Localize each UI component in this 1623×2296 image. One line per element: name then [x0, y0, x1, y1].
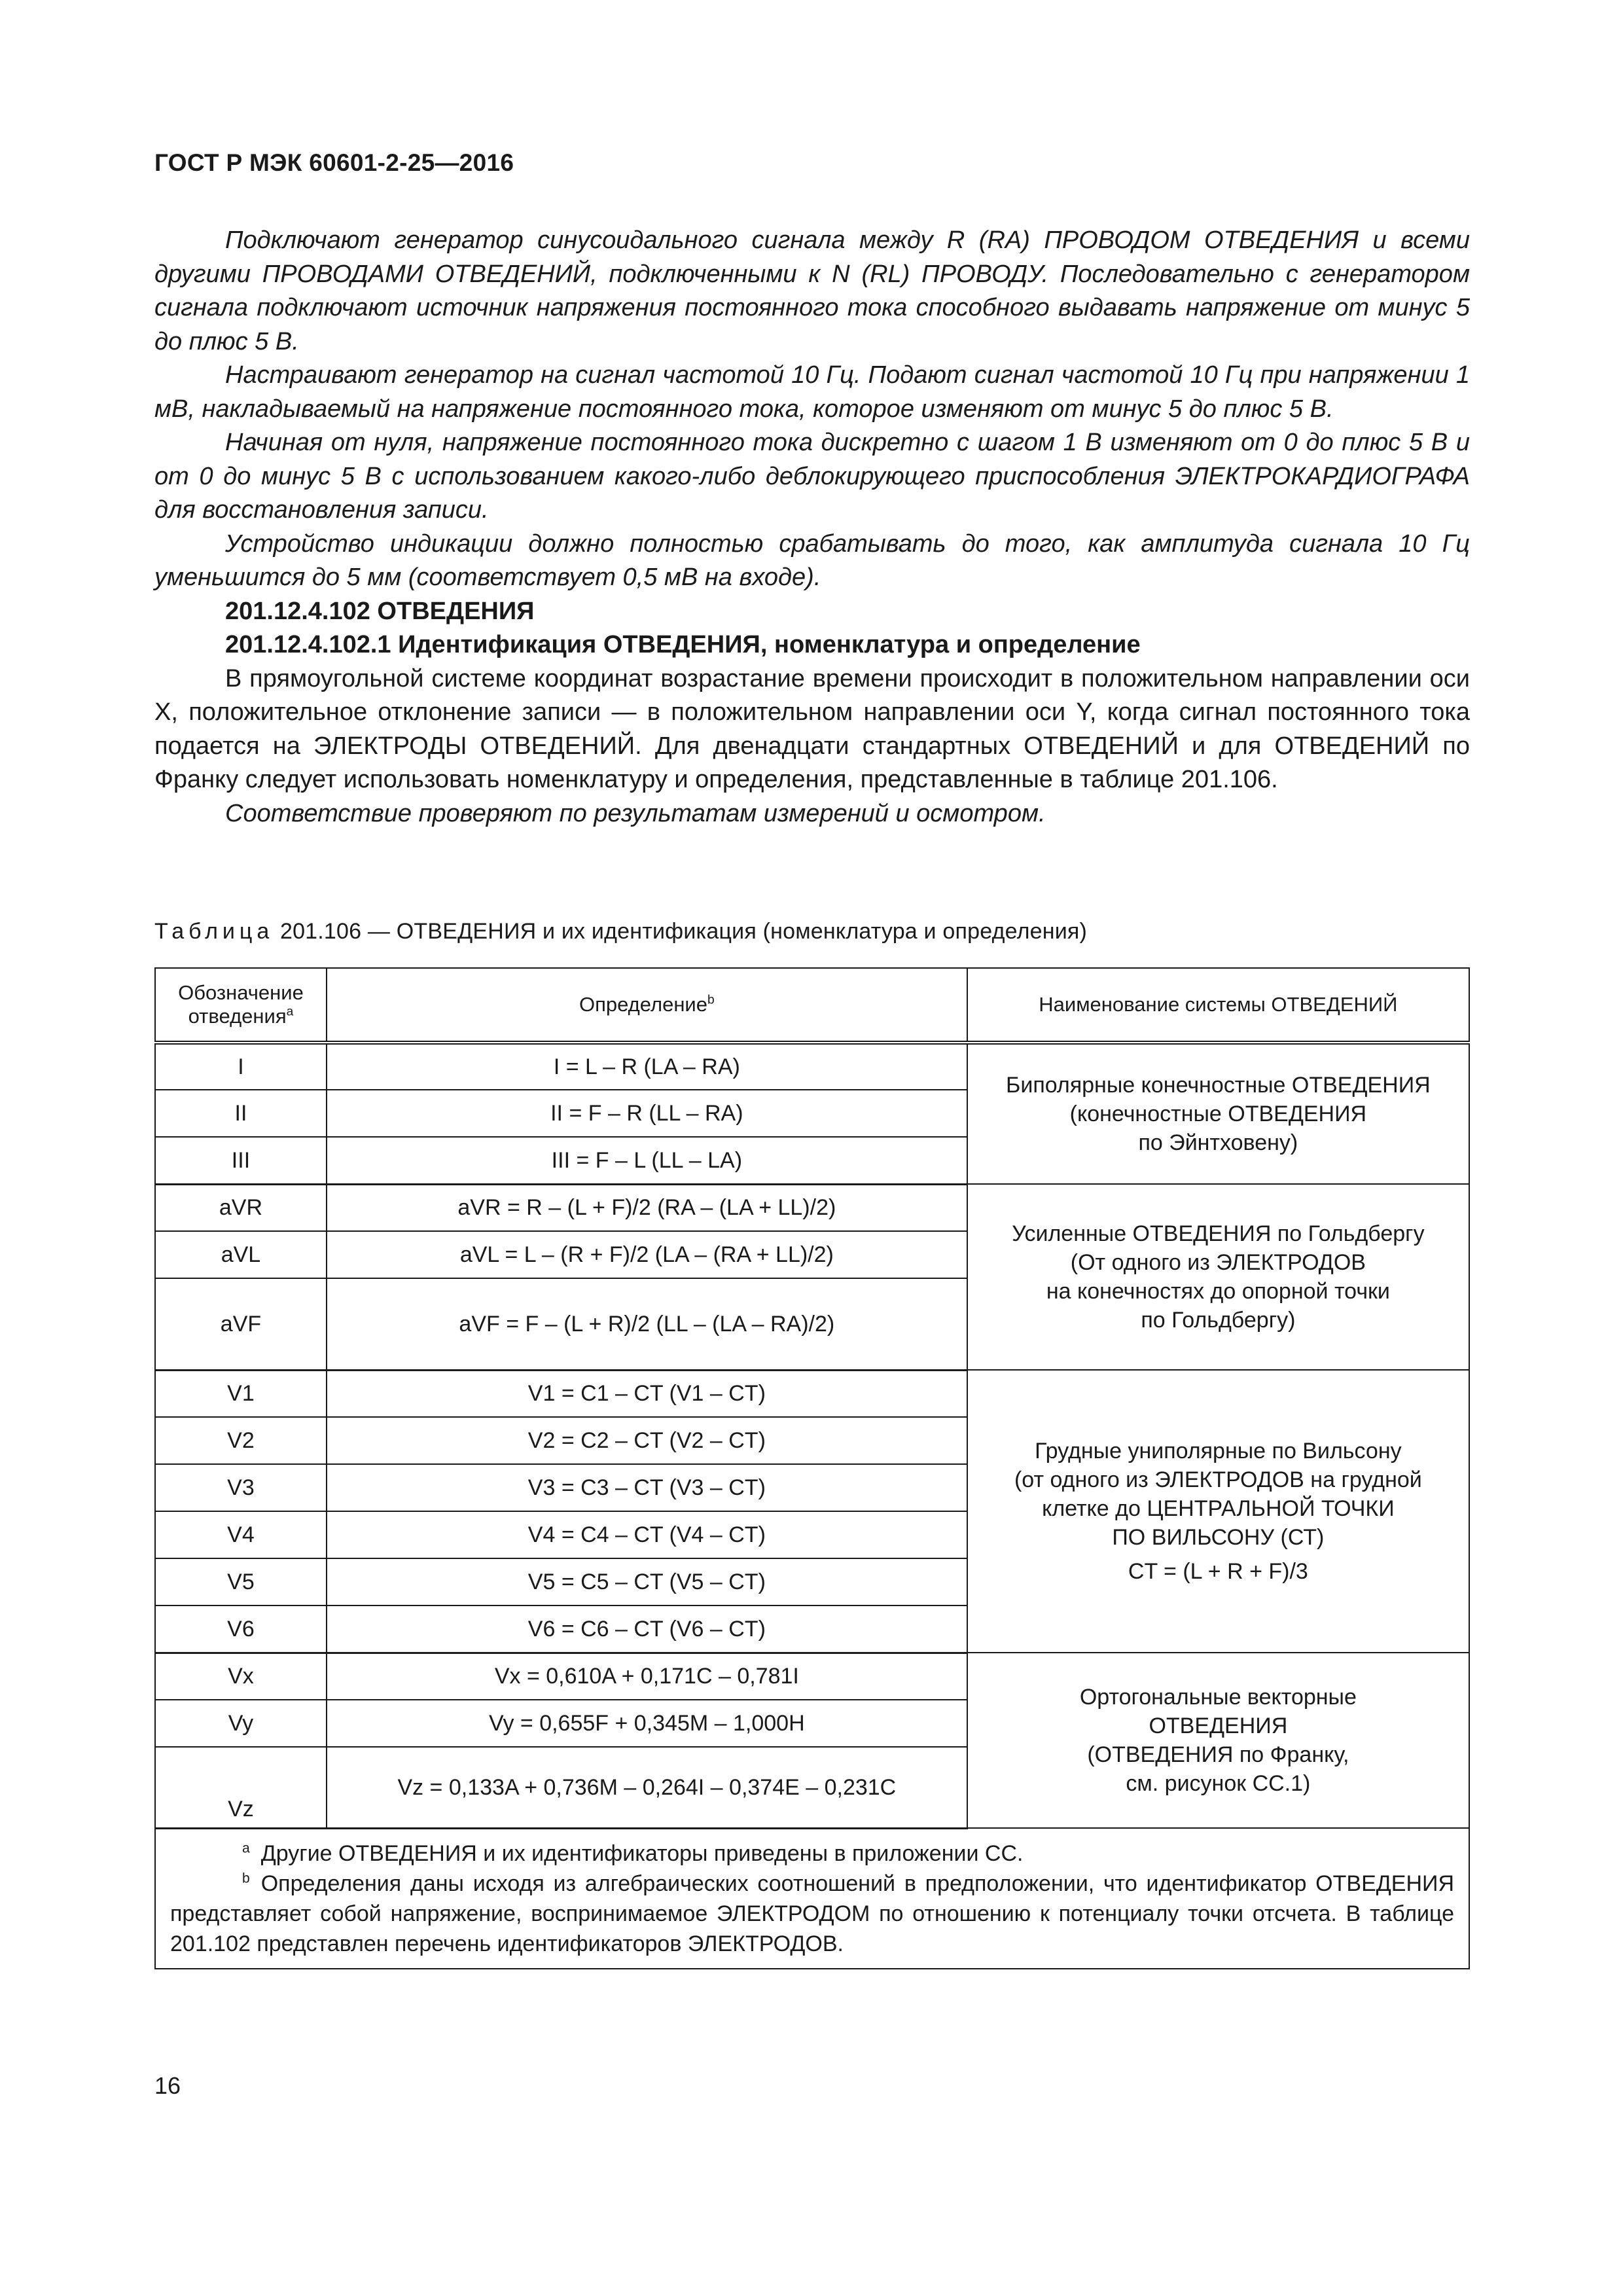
table-row — [155, 1370, 1469, 1417]
paragraph: Соответствие проверяют по результатам измерений и осмотром. — [225, 799, 1046, 827]
system-name-line: по Эйнтховену) — [1138, 1130, 1298, 1155]
document-header: ГОСТ Р МЭК 60601-2-25—2016 — [154, 149, 514, 176]
lead-system-name — [967, 1370, 1469, 1653]
lead-designation: I — [155, 1043, 327, 1090]
lead-definition: aVL = L – (R + F)/2 (LA – (RA + LL)/2) — [327, 1231, 967, 1278]
system-name-line: CT = (L + R + F)/3 — [1128, 1559, 1308, 1584]
lead-designation: aVL — [155, 1231, 327, 1278]
lead-definition: II = F – R (LL – RA) — [327, 1090, 967, 1137]
section-heading: 201.12.4.102.1 Идентификация ОТВЕДЕНИЯ, номенклатура и определение — [225, 631, 1141, 658]
lead-designation: V2 — [155, 1417, 327, 1464]
lead-definition: V2 = C2 – CT (V2 – CT) — [327, 1417, 967, 1464]
system-name-line: по Гольдбергу) — [1141, 1308, 1296, 1333]
footnote-text: Определения даны исходя из алгебраических соотношений в предположении, что идентификатор ОТВЕДЕНИЯ представляет собой напряжение, воспринимаемое ЭЛЕКТРОДОМ по отношению к потенциалу точки отсчета. В таблице 201.102 представлен перечень идентификаторов ЭЛЕКТРОДОВ. — [170, 1871, 1454, 1956]
system-name-line: см. рисунок СС.1) — [1126, 1771, 1311, 1796]
table-body — [155, 1043, 1469, 1828]
footnote-mark: b — [242, 1871, 250, 1886]
table-row — [155, 1653, 1469, 1700]
lead-designation: V3 — [155, 1464, 327, 1511]
table-header-row — [155, 968, 1469, 1043]
lead-designation: V6 — [155, 1605, 327, 1653]
lead-designation: Vz — [155, 1747, 327, 1828]
system-name-line: Грудные униполярные по Вильсону — [1035, 1439, 1402, 1463]
lead-system-name — [967, 1184, 1469, 1370]
system-name-line: (От одного из ЭЛЕКТРОДОВ — [1070, 1250, 1366, 1275]
lead-designation: Vy — [155, 1700, 327, 1747]
paragraph: Устройство индикации должно полностью срабатывать до того, как амплитуда сигнала 10 Гц уменьшится до 5 мм (соответствует 0,5 мВ на входе). — [154, 529, 1470, 591]
table-footnote — [242, 1839, 1454, 1869]
lead-definition: V5 = C5 – CT (V5 – CT) — [327, 1558, 967, 1605]
leads-table — [154, 967, 1470, 1969]
lead-definition: I = L – R (LA – RA) — [327, 1043, 967, 1090]
paragraph: Начиная от нуля, напряжение постоянного тока дискретно с шагом 1 В изменяют от 0 до плюс 5 В и от 0 до минус 5 В с использованием какого-либо деблокирующего приспособления ЭЛЕКТРОКАРДИОГРАФА для восстановления записи. — [154, 429, 1470, 524]
lead-definition: III = F – L (LL – LA) — [327, 1137, 967, 1184]
paragraph: Подключают генератор синусоидального сигнала между R (RA) ПРОВОДОМ ОТВЕДЕНИЯ и всеми другими ПРОВОДАМИ ОТВЕДЕНИЙ, подключенными к N (RL) ПРОВОДУ. Последовательно с генератором сигнала подключают источник напряжения постоянного тока способного выдавать напряжение от минус 5 до плюс 5 В. — [154, 226, 1470, 355]
table-footnote — [170, 1869, 1454, 1959]
lead-definition: V4 = C4 – CT (V4 – CT) — [327, 1511, 967, 1558]
system-name-line: Ортогональные векторные — [1079, 1685, 1357, 1710]
body-text — [154, 224, 1470, 831]
system-name-line: (конечностные ОТВЕДЕНИЯ — [1069, 1102, 1367, 1126]
lead-definition: V1 = C1 – CT (V1 – CT) — [327, 1370, 967, 1417]
lead-designation: aVF — [155, 1278, 327, 1370]
table-row — [155, 1043, 1469, 1090]
lead-definition: Vy = 0,655F + 0,345M – 1,000H — [327, 1700, 967, 1747]
system-name-line: (ОТВЕДЕНИЯ по Франку, — [1087, 1742, 1349, 1767]
table-notes — [155, 1828, 1469, 1969]
lead-designation: V5 — [155, 1558, 327, 1605]
system-name-line: ОТВЕДЕНИЯ — [1149, 1713, 1288, 1738]
lead-designation: aVR — [155, 1184, 327, 1231]
lead-designation: V1 — [155, 1370, 327, 1417]
lead-system-name — [967, 1043, 1469, 1184]
table-caption — [154, 919, 1087, 944]
lead-designation: Vx — [155, 1653, 327, 1700]
lead-system-name — [967, 1653, 1469, 1828]
lead-designation: V4 — [155, 1511, 327, 1558]
footnote-text: Другие ОТВЕДЕНИЯ и их идентификаторы приведены в приложении СС. — [260, 1840, 1024, 1866]
lead-designation: II — [155, 1090, 327, 1137]
header-designation: Обозначение отведения$^a$ — [155, 968, 327, 1043]
table-row — [155, 1184, 1469, 1231]
lead-definition: Vx = 0,610A + 0,171C – 0,781I — [327, 1653, 967, 1700]
header-system: Наименование системы ОТВЕДЕНИЙ — [967, 968, 1469, 1043]
system-name-line: ПО ВИЛЬСОНУ (СТ) — [1112, 1525, 1325, 1550]
table-notes-row — [155, 1828, 1469, 1969]
footnote-mark: a — [242, 1840, 250, 1856]
system-name-line: на конечностях до опорной точки — [1046, 1279, 1390, 1304]
table-caption-text: 201.106 — ОТВЕДЕНИЯ и их идентификация (номенклатура и определения) — [274, 919, 1088, 944]
table-caption-label: Таблица — [154, 919, 274, 944]
paragraph: В прямоугольной системе координат возрастание времени происходит в положительном направлении оси X, положительное отклонение записи — в положительном направлении оси Y, когда сигнал постоянного тока подается на ЭЛЕКТРОДЫ ОТВЕДЕНИЙ. Для двенадцати стандартных ОТВЕДЕНИЙ и для ОТВЕДЕНИЙ по Франку следует использовать номенклатуру и определения, представленные в таблице 201.106. — [154, 664, 1470, 793]
lead-definition: Vz = 0,133A + 0,736M – 0,264I – 0,374E – 0,231C — [327, 1747, 967, 1828]
paragraph: Настраивают генератор на сигнал частотой 10 Гц. Подают сигнал частотой 10 Гц при напряжении 1 мВ, накладываемый на напряжение постоянного тока, которое изменяют от минус 5 до плюс 5 В. — [154, 361, 1470, 423]
system-name-line: клетке до ЦЕНТРАЛЬНОЙ ТОЧКИ — [1042, 1496, 1395, 1521]
section-heading: 201.12.4.102 ОТВЕДЕНИЯ — [225, 597, 535, 625]
lead-definition: V6 = C6 – CT (V6 – CT) — [327, 1605, 967, 1653]
system-name-line: Биполярные конечностные ОТВЕДЕНИЯ — [1006, 1073, 1431, 1098]
header-definition: Определение$^b$ — [327, 968, 967, 1043]
system-name-line: (от одного из ЭЛЕКТРОДОВ на грудной — [1014, 1467, 1422, 1492]
system-name-line: Усиленные ОТВЕДЕНИЯ по Гольдбергу — [1012, 1221, 1425, 1246]
lead-definition: aVR = R – (L + F)/2 (RA – (LA + LL)/2) — [327, 1184, 967, 1231]
lead-definition: aVF = F – (L + R)/2 (LL – (LA – RA)/2) — [327, 1278, 967, 1370]
lead-designation: III — [155, 1137, 327, 1184]
lead-definition: V3 = C3 – CT (V3 – CT) — [327, 1464, 967, 1511]
page-number: 16 — [154, 2072, 181, 2099]
